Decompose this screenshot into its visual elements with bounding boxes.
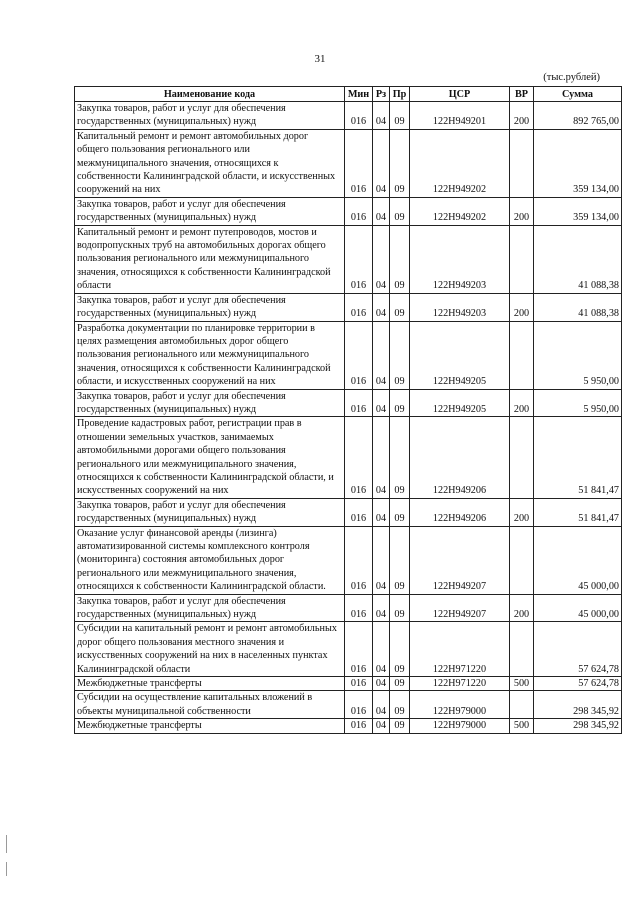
cell-name: Субсидии на капитальный ремонт и ремонт автомобильных дорог общего пользования местного значения и искусственных сооружений на них в населенных пунктах Калининградской области [75,622,345,677]
cell-vr [510,691,534,719]
scan-edge-mark [6,862,7,876]
cell-csr: 122Н971220 [410,622,510,677]
cell-name: Субсидии на осуществление капитальных вложений в объекты муниципальной собственности [75,691,345,719]
cell-name: Оказание услуг финансовой аренды (лизинга) автоматизированной системы комплексного контроля (мониторинга) состояния автомобильных дорог регионального или межмуниципального значения, относящихся к собственности Калининградской области. [75,526,345,594]
cell-csr: 122Н949202 [410,129,510,197]
cell-min: 016 [345,691,373,719]
cell-rz: 04 [373,389,390,417]
cell-rz: 04 [373,197,390,225]
cell-csr: 122Н949207 [410,594,510,622]
table-row [75,498,622,526]
table-row [75,677,622,691]
cell-rz: 04 [373,622,390,677]
cell-csr: 122Н979000 [410,719,510,733]
cell-name: Капитальный ремонт и ремонт автомобильных дорог общего пользования регионального или межмуниципального значения, относящихся к собственности Калининградской области, и искусственных сооружений на них [75,129,345,197]
header-name: Наименование кода [75,87,345,102]
cell-name: Закупка товаров, работ и услуг для обеспечения государственных (муниципальных) нужд [75,389,345,417]
cell-name: Закупка товаров, работ и услуг для обеспечения государственных (муниципальных) нужд [75,293,345,321]
table-row [75,622,622,677]
cell-sum: 298 345,92 [534,691,622,719]
cell-pr: 09 [390,321,410,389]
cell-pr: 09 [390,197,410,225]
cell-sum: 57 624,78 [534,622,622,677]
cell-name: Межбюджетные трансферты [75,719,345,733]
cell-pr: 09 [390,594,410,622]
cell-csr: 122Н949205 [410,321,510,389]
table-row [75,417,622,498]
cell-pr: 09 [390,622,410,677]
cell-rz: 04 [373,225,390,293]
cell-sum: 45 000,00 [534,526,622,594]
cell-sum: 5 950,00 [534,321,622,389]
cell-min: 016 [345,417,373,498]
cell-min: 016 [345,526,373,594]
cell-csr: 122Н979000 [410,691,510,719]
cell-vr [510,526,534,594]
cell-vr: 200 [510,594,534,622]
cell-vr: 200 [510,389,534,417]
cell-min: 016 [345,197,373,225]
cell-sum: 892 765,00 [534,102,622,130]
cell-csr: 122Н949202 [410,197,510,225]
cell-min: 016 [345,677,373,691]
cell-sum: 45 000,00 [534,594,622,622]
cell-pr: 09 [390,417,410,498]
cell-csr: 122Н949207 [410,526,510,594]
cell-rz: 04 [373,719,390,733]
header-sum: Сумма [534,87,622,102]
cell-sum: 359 134,00 [534,197,622,225]
units-label: (тыс.рублей) [543,72,600,83]
cell-csr: 122Н949206 [410,417,510,498]
header-pr: Пр [390,87,410,102]
cell-vr [510,321,534,389]
table-row [75,129,622,197]
cell-sum: 298 345,92 [534,719,622,733]
cell-name: Закупка товаров, работ и услуг для обеспечения государственных (муниципальных) нужд [75,498,345,526]
cell-vr: 500 [510,719,534,733]
cell-min: 016 [345,498,373,526]
cell-vr [510,225,534,293]
cell-rz: 04 [373,321,390,389]
cell-name: Закупка товаров, работ и услуг для обеспечения государственных (муниципальных) нужд [75,197,345,225]
cell-csr: 122Н949203 [410,293,510,321]
cell-sum: 57 624,78 [534,677,622,691]
cell-pr: 09 [390,225,410,293]
cell-rz: 04 [373,129,390,197]
cell-sum: 5 950,00 [534,389,622,417]
cell-vr [510,129,534,197]
cell-rz: 04 [373,691,390,719]
cell-pr: 09 [390,719,410,733]
table-row [75,526,622,594]
cell-vr: 500 [510,677,534,691]
cell-min: 016 [345,389,373,417]
cell-rz: 04 [373,102,390,130]
cell-min: 016 [345,719,373,733]
cell-pr: 09 [390,498,410,526]
cell-sum: 51 841,47 [534,417,622,498]
cell-sum: 41 088,38 [534,293,622,321]
cell-csr: 122Н949201 [410,102,510,130]
cell-name: Капитальный ремонт и ремонт путепроводов, мостов и водопропускных труб на автомобильных дорогах общего пользования регионального или межмуниципального значения, относящихся к собственности Калининградской области [75,225,345,293]
cell-min: 016 [345,102,373,130]
table-row [75,197,622,225]
table-row [75,594,622,622]
cell-pr: 09 [390,526,410,594]
cell-name: Разработка документации по планировке территории в целях размещения автомобильных дорог общего пользования регионального или межмуниципального значения, относящихся к собственности Калининградской области, и искусственных сооружений на них [75,321,345,389]
table-row [75,293,622,321]
cell-csr: 122Н971220 [410,677,510,691]
cell-sum: 359 134,00 [534,129,622,197]
cell-sum: 41 088,38 [534,225,622,293]
cell-pr: 09 [390,691,410,719]
cell-pr: 09 [390,293,410,321]
cell-min: 016 [345,129,373,197]
budget-table [74,86,622,734]
cell-rz: 04 [373,293,390,321]
table-row [75,225,622,293]
cell-pr: 09 [390,102,410,130]
cell-pr: 09 [390,389,410,417]
header-min: Мин [345,87,373,102]
page-number: 31 [314,53,326,65]
header-vr: ВР [510,87,534,102]
cell-pr: 09 [390,129,410,197]
cell-min: 016 [345,225,373,293]
cell-vr [510,417,534,498]
cell-csr: 122Н949203 [410,225,510,293]
table-row [75,321,622,389]
table-row [75,719,622,733]
header-csr: ЦСР [410,87,510,102]
table-row [75,389,622,417]
cell-sum: 51 841,47 [534,498,622,526]
cell-rz: 04 [373,526,390,594]
cell-vr: 200 [510,293,534,321]
scan-edge-mark [6,835,7,853]
cell-csr: 122Н949205 [410,389,510,417]
cell-rz: 04 [373,594,390,622]
cell-name: Межбюджетные трансферты [75,677,345,691]
cell-rz: 04 [373,498,390,526]
cell-rz: 04 [373,677,390,691]
cell-min: 016 [345,622,373,677]
cell-vr [510,622,534,677]
table-header-row [75,87,622,102]
cell-csr: 122Н949206 [410,498,510,526]
cell-pr: 09 [390,677,410,691]
cell-vr: 200 [510,197,534,225]
cell-min: 016 [345,293,373,321]
cell-vr: 200 [510,498,534,526]
cell-name: Закупка товаров, работ и услуг для обеспечения государственных (муниципальных) нужд [75,594,345,622]
cell-rz: 04 [373,417,390,498]
cell-name: Проведение кадастровых работ, регистрации прав в отношении земельных участков, занимаемых автомобильными дорогами общего пользования регионального или межмуниципального значения, относящихся к собственности Калининградской области, и искусственных сооружений на них [75,417,345,498]
cell-name: Закупка товаров, работ и услуг для обеспечения государственных (муниципальных) нужд [75,102,345,130]
table-row [75,691,622,719]
cell-vr: 200 [510,102,534,130]
cell-min: 016 [345,594,373,622]
cell-min: 016 [345,321,373,389]
header-rz: Рз [373,87,390,102]
table-row [75,102,622,130]
